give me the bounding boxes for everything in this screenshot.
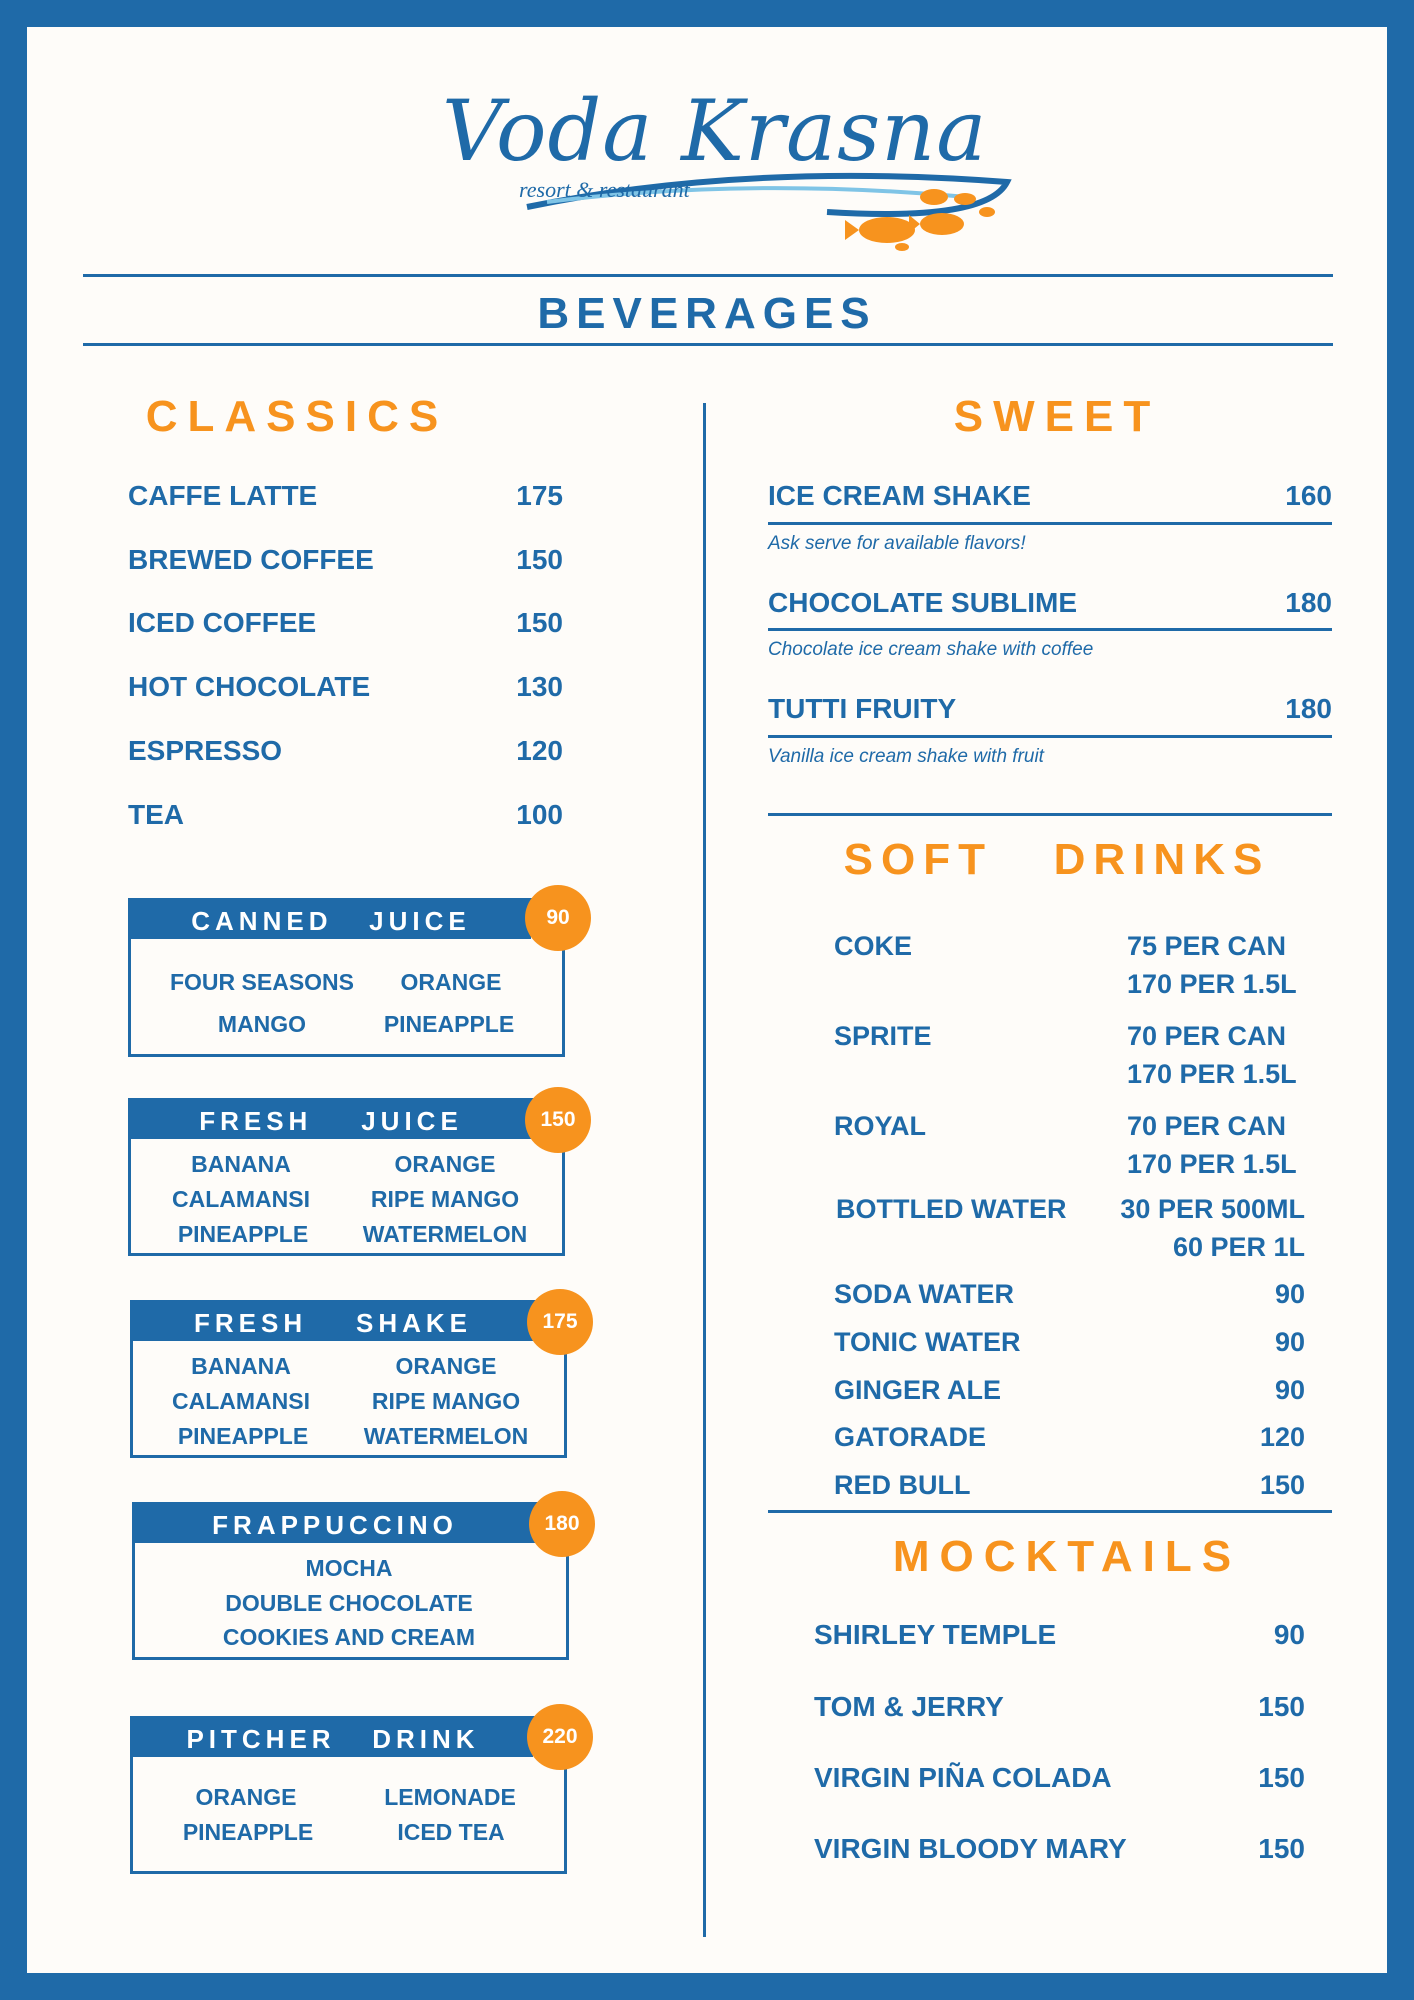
box-option: BANANA <box>191 1151 291 1177</box>
soft-drink-name: SPRITE <box>834 1021 932 1051</box>
soft-drink-price-large: 60 PER 1L <box>1172 1232 1305 1262</box>
canned-juice-box <box>128 898 565 1057</box>
classics-item-name: HOT CHOCOLATE <box>128 671 371 702</box>
column-divider <box>703 403 706 1937</box>
classics-item-name: TEA <box>128 799 184 830</box>
section-rule <box>768 1510 1332 1513</box>
title-rule-bottom <box>83 343 1333 346</box>
box-title: CANNED JUICE <box>131 901 531 939</box>
soft-drink-price-large: 170 PER 1.5L <box>1127 969 1297 999</box>
mocktail-price: 150 <box>1258 1833 1305 1864</box>
price-badge: 175 <box>527 1289 593 1355</box>
mocktail-price: 90 <box>1273 1619 1305 1650</box>
mocktail-name: VIRGIN PIÑA COLADA <box>814 1762 1112 1793</box>
soft-drink-price: 150 <box>1259 1470 1305 1500</box>
classics-heading: CLASSICS <box>145 392 449 441</box>
box-option: PINEAPPLE <box>383 1011 515 1037</box>
box-option: COOKIES AND CREAM <box>222 1624 476 1650</box>
sweet-heading: SWEET <box>953 392 1161 441</box>
box-option: RIPE MANGO <box>370 1186 520 1212</box>
soft-drink-price: 90 <box>1274 1375 1305 1405</box>
sweet-item-price: 180 <box>1285 587 1332 618</box>
sweet-item-price: 160 <box>1285 480 1332 511</box>
classics-item-price: 150 <box>516 544 563 575</box>
soft-drink-price: 70 PER CAN <box>1127 1021 1287 1051</box>
box-option: MOCHA <box>305 1555 393 1581</box>
soft-drink-price-large: 170 PER 1.5L <box>1127 1149 1297 1179</box>
sweet-item-name: CHOCOLATE SUBLIME <box>768 587 1078 618</box>
mocktail-price: 150 <box>1258 1691 1305 1722</box>
price-badge: 90 <box>525 885 591 951</box>
box-option: WATERMELON <box>362 1221 528 1247</box>
soft-drink-name: RED BULL <box>834 1470 971 1500</box>
box-option: FOUR SEASONS <box>169 969 355 995</box>
fresh-shake-box <box>130 1300 567 1458</box>
sweet-item-name: TUTTI FRUITY <box>768 693 957 724</box>
box-option: PINEAPPLE <box>177 1423 309 1449</box>
box-option: WATERMELON <box>363 1423 529 1449</box>
box-option: LEMONADE <box>384 1784 516 1810</box>
sweet-item-desc: Vanilla ice cream shake with fruit <box>768 746 1044 767</box>
box-option: PINEAPPLE <box>182 1819 314 1845</box>
sweet-item-rule <box>768 628 1332 631</box>
soft-drink-name: GINGER ALE <box>834 1375 1002 1405</box>
box-option: BANANA <box>191 1353 291 1379</box>
price-badge: 180 <box>529 1491 595 1557</box>
price-badge: 220 <box>527 1704 593 1770</box>
section-rule <box>768 813 1332 816</box>
box-option: ORANGE <box>400 969 502 995</box>
soft-drink-name: TONIC WATER <box>834 1327 1021 1357</box>
box-option: CALAMANSI <box>172 1388 310 1414</box>
mocktail-name: TOM & JERRY <box>814 1691 1004 1722</box>
logo-name: Voda Krasna <box>442 82 988 180</box>
mocktail-name: VIRGIN BLOODY MARY <box>814 1833 1127 1864</box>
mocktail-name: SHIRLEY TEMPLE <box>814 1619 1057 1650</box>
classics-item-price: 150 <box>516 607 563 638</box>
price-badge: 150 <box>525 1087 591 1153</box>
box-option: MANGO <box>217 1011 307 1037</box>
mocktail-price: 150 <box>1258 1762 1305 1793</box>
classics-item-price: 130 <box>516 671 563 702</box>
classics-item-name: CAFFE LATTE <box>128 480 318 511</box>
frappuccino-box <box>132 1502 569 1660</box>
soft-drink-price: 70 PER CAN <box>1127 1111 1287 1141</box>
soft-drink-price: 90 <box>1274 1327 1305 1357</box>
box-title: FRAPPUCCINO <box>135 1505 535 1543</box>
classics-item-price: 120 <box>516 735 563 766</box>
box-option: ORANGE <box>395 1353 497 1379</box>
box-title: FRESH SHAKE <box>133 1303 533 1341</box>
classics-item-name: ESPRESSO <box>128 735 283 766</box>
fish-icon <box>845 189 995 251</box>
sweet-item-price: 180 <box>1285 693 1332 724</box>
menu-page <box>27 27 1387 1973</box>
box-title: FRESH JUICE <box>131 1101 531 1139</box>
box-option: PINEAPPLE <box>177 1221 309 1247</box>
box-option: RIPE MANGO <box>371 1388 521 1414</box>
box-option: CALAMANSI <box>172 1186 310 1212</box>
logo-tagline: resort & restaurant <box>519 177 690 202</box>
title-rule-top <box>83 274 1333 277</box>
soft-drink-name: ROYAL <box>834 1111 927 1141</box>
fresh-juice-box <box>128 1098 565 1256</box>
sweet-item-desc: Chocolate ice cream shake with coffee <box>768 639 1094 660</box>
soft-drink-name: GATORADE <box>834 1422 987 1452</box>
soft-drink-price: 75 PER CAN <box>1127 931 1287 961</box>
soft-drink-name: SODA WATER <box>834 1279 1014 1309</box>
page-title: BEVERAGES <box>537 289 877 338</box>
classics-item-price: 175 <box>516 480 563 511</box>
sweet-item-desc: Ask serve for available flavors! <box>768 533 1026 554</box>
sweet-item-name: ICE CREAM SHAKE <box>768 480 1031 511</box>
soft-drinks-heading: SOFT DRINKS <box>843 835 1271 884</box>
box-option: ORANGE <box>195 1784 297 1810</box>
box-option: ORANGE <box>394 1151 496 1177</box>
box-title: PITCHER DRINK <box>133 1719 533 1757</box>
sweet-item-rule <box>768 522 1332 525</box>
box-option: DOUBLE CHOCOLATE <box>225 1590 473 1616</box>
classics-item-name: BREWED COFFEE <box>128 544 374 575</box>
pitcher-drink-box <box>130 1716 567 1874</box>
soft-drink-price: 30 PER 500ML <box>1120 1194 1305 1224</box>
mocktails-heading: MOCKTAILS <box>892 1532 1242 1581</box>
soft-drink-name: COKE <box>834 931 913 961</box>
classics-item-price: 100 <box>516 799 563 830</box>
box-option: ICED TEA <box>397 1819 505 1845</box>
soft-drink-price: 120 <box>1259 1422 1305 1452</box>
sweet-item-rule <box>768 735 1332 738</box>
soft-drink-price-large: 170 PER 1.5L <box>1127 1059 1297 1089</box>
classics-item-name: ICED COFFEE <box>128 607 317 638</box>
soft-drink-price: 90 <box>1274 1279 1305 1309</box>
soft-drink-name: BOTTLED WATER <box>836 1194 1067 1224</box>
